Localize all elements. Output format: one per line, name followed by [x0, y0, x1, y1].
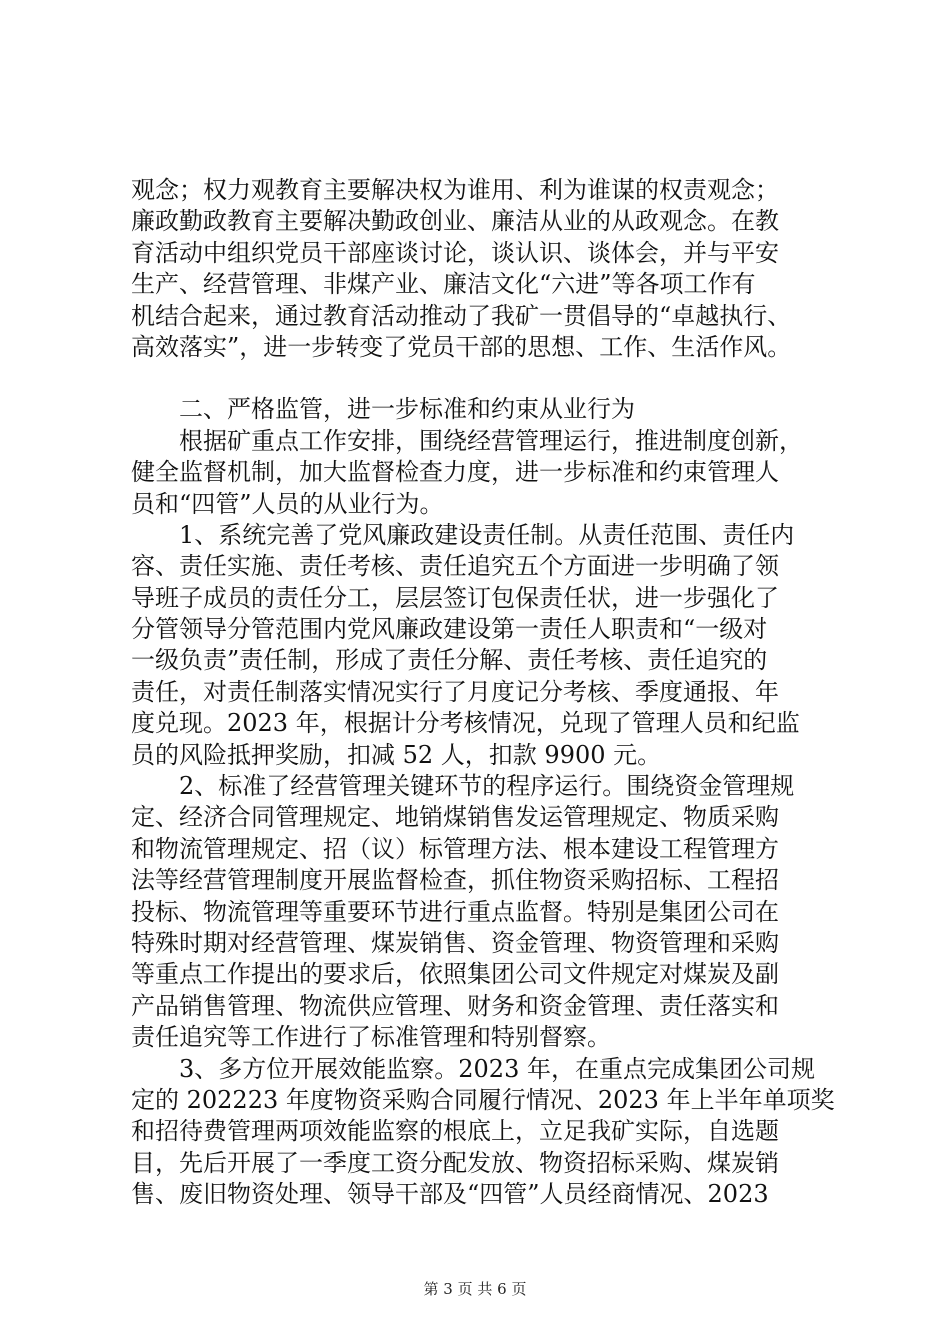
text-line: 定的 202223 年度物资采购合同履行情况、2023 年上半年单项奖 — [131, 1085, 835, 1114]
text-line: 责任追究等工作进行了标准管理和特别督察。 — [131, 1023, 611, 1052]
text-line: 定、经济合同管理规定、地销煤销售发运管理规定、物质采购 — [131, 803, 779, 832]
text-line: 度兑现。2023 年，根据计分考核情况，兑现了管理人员和纪监 — [131, 709, 800, 738]
text-line: 售、废旧物资处理、领导干部及“四管”人员经商情况、2023 — [131, 1180, 769, 1209]
text-line: 育活动中组织党员干部座谈讨论，谈认识、谈体会，并与平安 — [131, 238, 779, 267]
text-line: 1、系统完善了党风廉政建设责任制。从责任范围、责任内 — [179, 520, 795, 549]
text-line: 生产、经营管理、非煤产业、廉洁文化“六进”等各项工作有 — [131, 270, 756, 299]
text-line: 目，先后开展了一季度工资分配发放、物资招标采购、煤炭销 — [131, 1148, 779, 1177]
text-line: 健全监督机制，加大监督检查力度，进一步标准和约束管理人 — [131, 458, 779, 487]
text-line: 机结合起来，通过教育活动推动了我矿一贯倡导的“卓越执行、 — [131, 301, 792, 330]
text-line: 一级负责”责任制，形成了责任分解、责任考核、责任追究的 — [131, 646, 768, 675]
text-line: 观念；权力观教育主要解决权为谁用、利为谁谋的权责观念； — [131, 176, 779, 204]
text-line: 导班子成员的责任分工，层层签订包保责任状，进一步强化了 — [131, 583, 779, 612]
section-heading — [131, 394, 831, 425]
paragraph-item-2 — [131, 771, 831, 1054]
text-line: 高效落实”，进一步转变了党员干部的思想、工作、生活作风。 — [131, 332, 792, 361]
text-line: 分管领导分管范围内党风廉政建设第一责任人职责和“一级对 — [131, 615, 768, 644]
page-footer — [0, 1278, 950, 1299]
document-body — [131, 175, 835, 1211]
text-line: 特殊时期对经营管理、煤炭销售、资金管理、物资管理和采购 — [131, 928, 779, 957]
text-line: 廉政勤政教育主要解决勤政创业、廉洁从业的从政观念。在教 — [131, 207, 779, 236]
text-line: 责任，对责任制落实情况实行了月度记分考核、季度通报、年 — [131, 677, 779, 706]
text-line: 法等经营管理制度开展监督检查，抓住物资采购招标、工程招 — [131, 866, 779, 895]
text-line: 根据矿重点工作安排，围绕经营管理运行，推进制度创新， — [179, 426, 803, 455]
text-line: 产品销售管理、物流供应管理、财务和资金管理、责任落实和 — [131, 991, 779, 1020]
text-line: 2、标准了经营管理关键环节的程序运行。围绕资金管理规 — [179, 772, 795, 801]
paragraph-intro — [131, 426, 831, 520]
text-line: 容、责任实施、责任考核、责任追究五个方面进一步明确了领 — [131, 552, 779, 581]
section-heading-text: 二、严格监管，进一步标准和约束从业行为 — [179, 395, 635, 424]
text-line: 和物流管理规定、招（议）标管理方法、根本建设工程管理方 — [131, 834, 779, 863]
text-line: 投标、物流管理等重要环节进行重点监督。特别是集团公司在 — [131, 897, 779, 926]
paragraph-item-3 — [131, 1054, 835, 1211]
text-line: 和招待费管理两项效能监察的根底上，立足我矿实际，自选题 — [131, 1117, 779, 1146]
text-line: 等重点工作提出的要求后，依照集团公司文件规定对煤炭及副 — [131, 960, 779, 989]
text-line: 员的风险抵押奖励，扣减 52 人，扣款 9900 元。 — [131, 740, 662, 769]
page-number-label: 第 3 页 共 6 页 — [423, 1280, 527, 1298]
paragraph-item-1 — [131, 520, 831, 771]
text-line: 员和“四管”人员的从业行为。 — [131, 489, 444, 518]
text-line: 3、多方位开展效能监察。2023 年，在重点完成集团公司规 — [179, 1054, 815, 1083]
paragraph-education — [131, 175, 831, 363]
